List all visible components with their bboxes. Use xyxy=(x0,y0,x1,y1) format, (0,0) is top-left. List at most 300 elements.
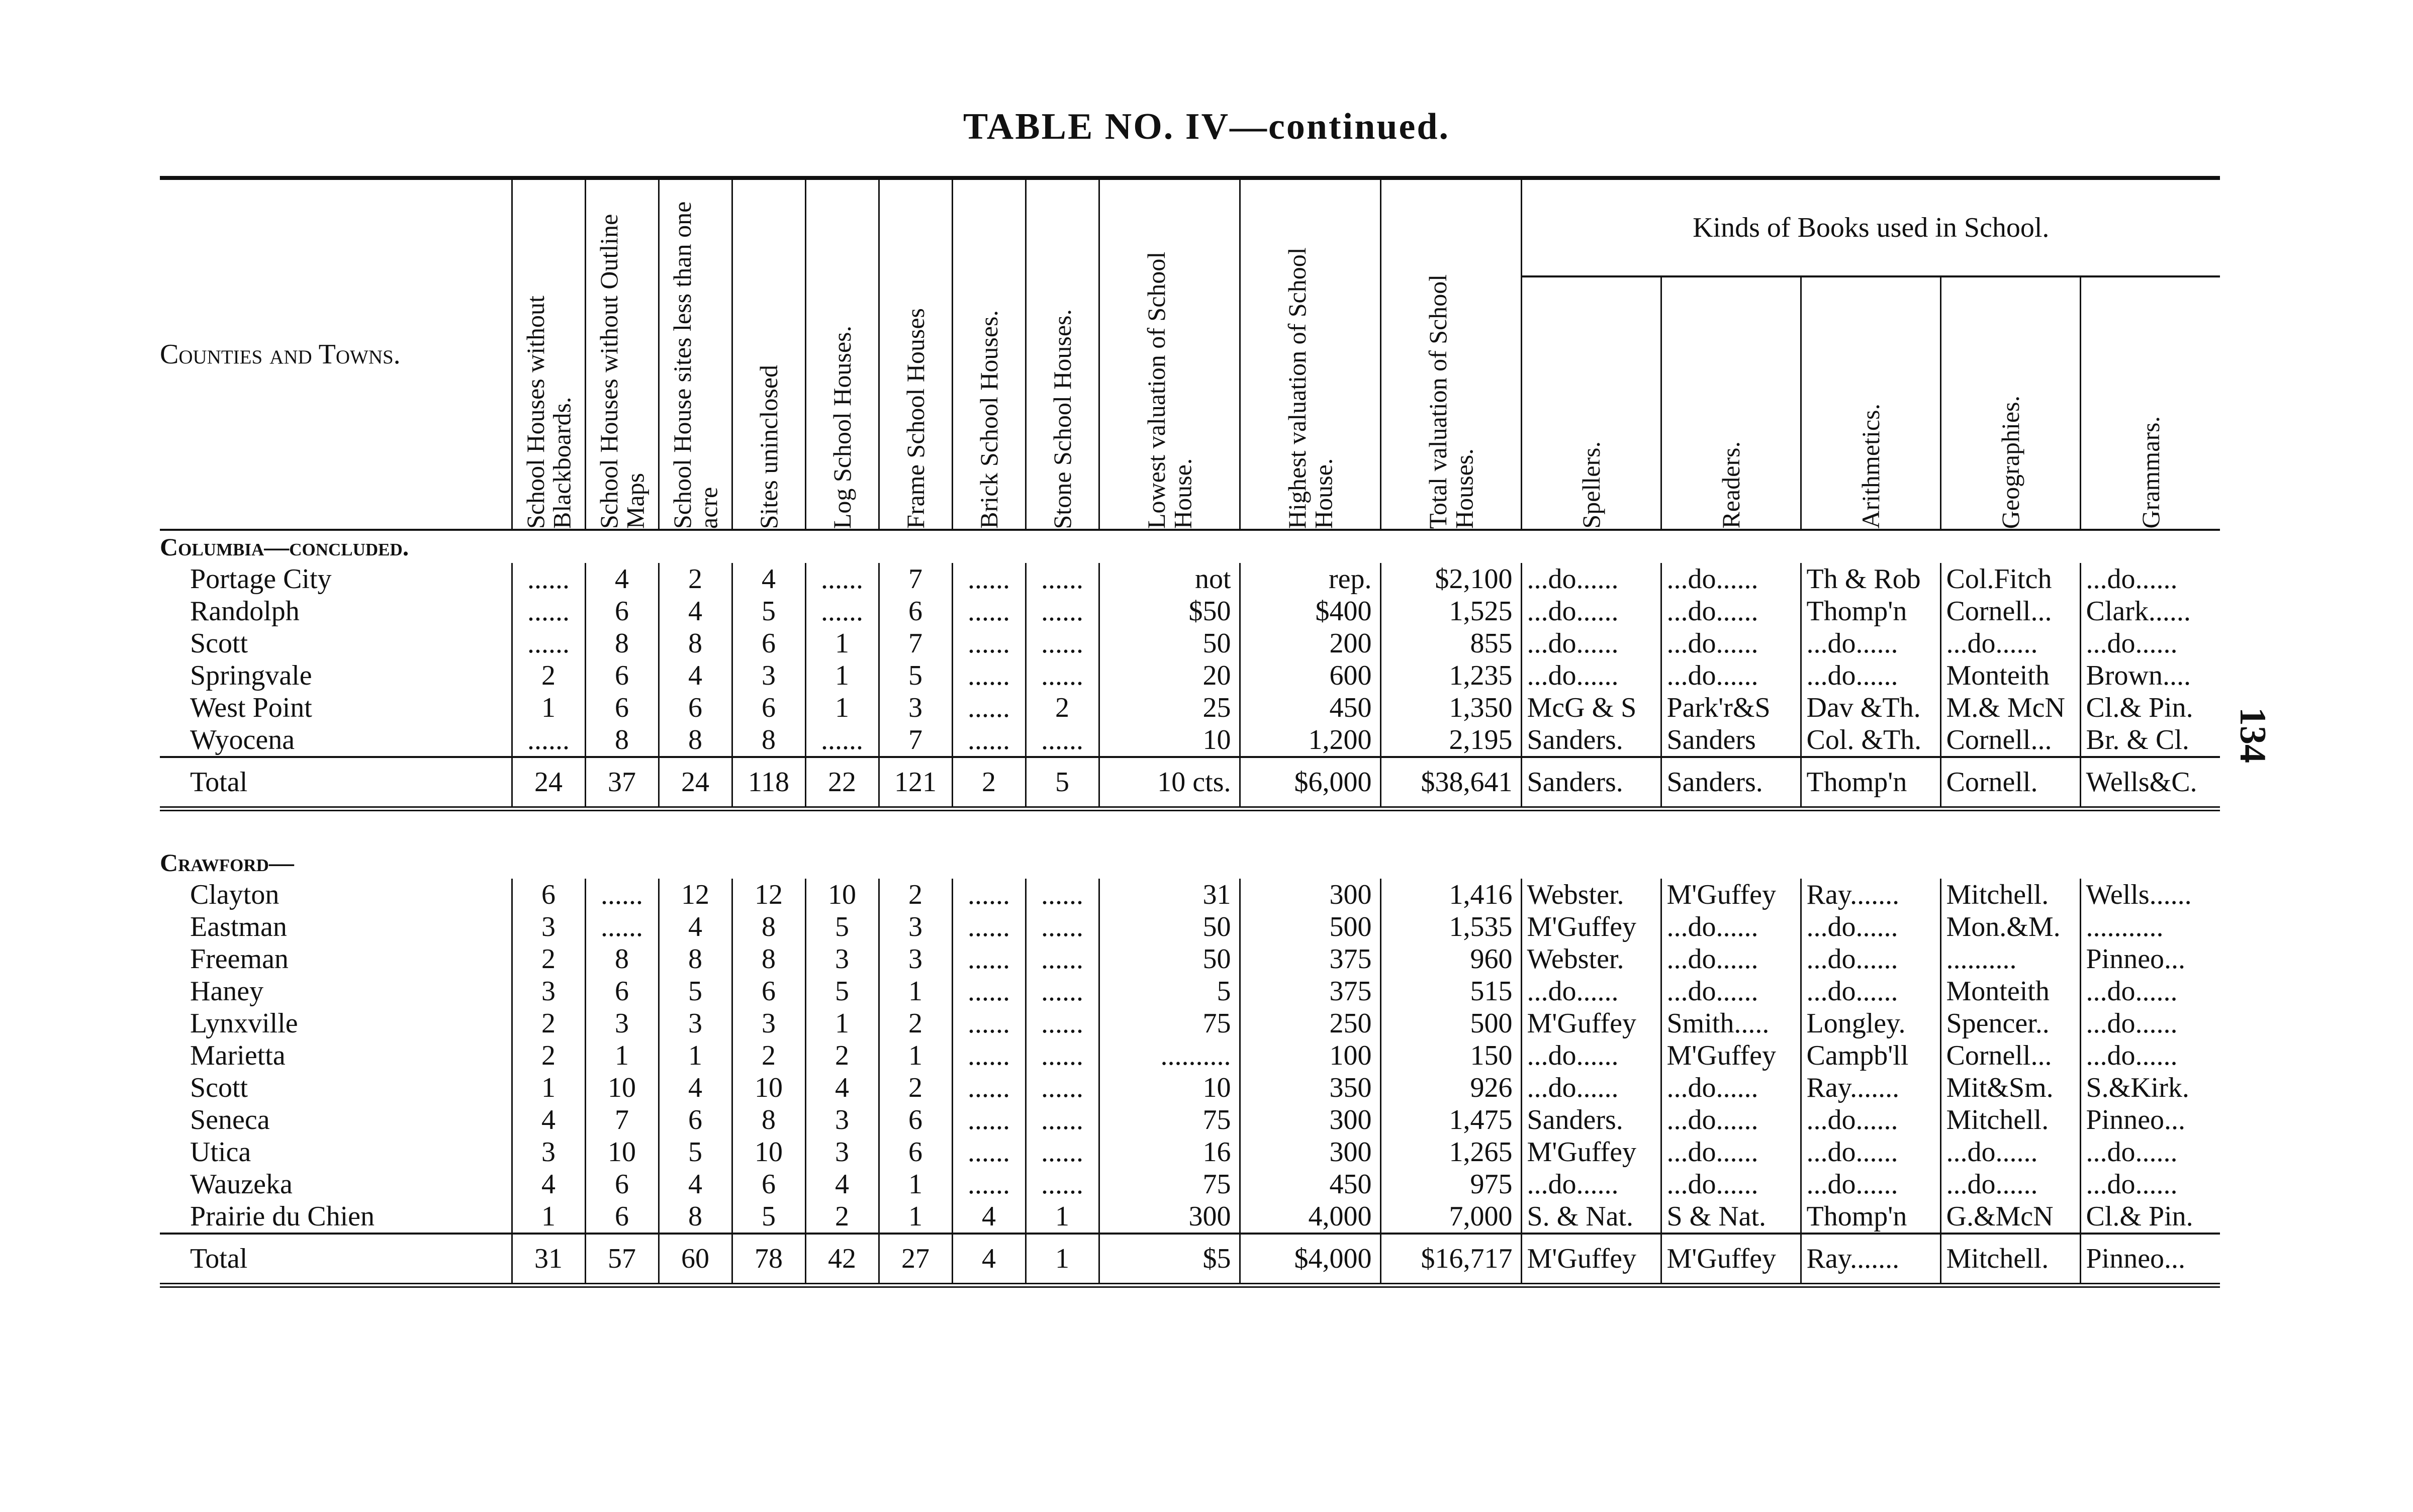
book-cell: Cl.& Pin. xyxy=(2080,1200,2220,1234)
value-cell: ...... xyxy=(1026,1136,1099,1168)
value-cell: ...... xyxy=(952,627,1026,659)
book-cell: ...do...... xyxy=(1801,911,1940,943)
value-cell: 6 xyxy=(512,879,585,911)
value-cell: ...... xyxy=(1026,879,1099,911)
value-cell: 4 xyxy=(659,595,732,627)
book-cell: Monteith xyxy=(1940,659,2080,692)
book-cell: ...do...... xyxy=(1940,1168,2080,1200)
value-cell: 8 xyxy=(659,724,732,757)
book-cell: M'Guffey xyxy=(1661,879,1801,911)
column-header: School House sites less than one acre xyxy=(659,178,732,530)
value-cell: 118 xyxy=(732,757,805,809)
book-cell: Ray....... xyxy=(1801,879,1940,911)
value-cell: 3 xyxy=(659,1007,732,1040)
value-cell: 3 xyxy=(805,943,879,975)
book-cell: Thomp'n xyxy=(1801,1200,1940,1234)
town-name: Lynxville xyxy=(190,1008,298,1039)
value-cell: 1 xyxy=(805,659,879,692)
value-cell: ...... xyxy=(952,975,1026,1007)
value-cell: ...... xyxy=(1026,595,1099,627)
column-header: Brick School Houses. xyxy=(952,178,1026,530)
value-cell: $6,000 xyxy=(1240,757,1380,809)
book-cell: ...do...... xyxy=(1661,563,1801,595)
value-cell: 1 xyxy=(1026,1234,1099,1285)
book-cell: Campb'll xyxy=(1801,1040,1940,1072)
value-cell: 200 xyxy=(1240,627,1380,659)
value-cell: 1,235 xyxy=(1380,659,1521,692)
book-cell: S. & Nat. xyxy=(1521,1200,1661,1234)
value-cell: 42 xyxy=(805,1234,879,1285)
book-cell: M.& McN xyxy=(1940,692,2080,724)
book-cell: Cornell... xyxy=(1940,1040,2080,1072)
value-cell: 926 xyxy=(1380,1072,1521,1104)
value-cell: 600 xyxy=(1240,659,1380,692)
book-cell: Longley. xyxy=(1801,1007,1940,1040)
counties-towns-header: Counties and Towns. xyxy=(160,178,512,530)
book-cell: Mitchell. xyxy=(1940,879,2080,911)
value-cell: 5 xyxy=(659,975,732,1007)
value-cell: 1,350 xyxy=(1380,692,1521,724)
value-cell: 350 xyxy=(1240,1072,1380,1104)
value-cell: 5 xyxy=(805,911,879,943)
value-cell: 8 xyxy=(732,943,805,975)
value-cell: 4 xyxy=(952,1200,1026,1234)
value-cell: ...... xyxy=(805,595,879,627)
value-cell: 12 xyxy=(732,879,805,911)
book-cell: Th & Rob xyxy=(1801,563,1940,595)
book-cell: S.&Kirk. xyxy=(2080,1072,2220,1104)
value-cell: $2,100 xyxy=(1380,563,1521,595)
book-cell: Spencer.. xyxy=(1940,1007,2080,1040)
book-cell: Sanders. xyxy=(1521,757,1661,809)
value-cell: 1,265 xyxy=(1380,1136,1521,1168)
book-cell: ........... xyxy=(2080,911,2220,943)
book-cell: M'Guffey xyxy=(1521,911,1661,943)
value-cell: ...... xyxy=(952,692,1026,724)
value-cell: 4 xyxy=(805,1168,879,1200)
book-cell: Dav &Th. xyxy=(1801,692,1940,724)
value-cell: 6 xyxy=(585,1200,659,1234)
value-cell: 1 xyxy=(805,627,879,659)
value-cell: 78 xyxy=(732,1234,805,1285)
book-cell: ...do...... xyxy=(1521,975,1661,1007)
table-row xyxy=(160,975,2220,1007)
section-label-row xyxy=(160,530,2220,563)
value-cell: ...... xyxy=(1026,943,1099,975)
book-cell: ...do...... xyxy=(1801,975,1940,1007)
value-cell: 250 xyxy=(1240,1007,1380,1040)
value-cell: 4 xyxy=(585,563,659,595)
value-cell: ...... xyxy=(952,724,1026,757)
column-header: Grammars. xyxy=(2080,276,2220,530)
table-row xyxy=(160,1104,2220,1136)
value-cell: 2 xyxy=(512,1040,585,1072)
value-cell: 300 xyxy=(1240,1136,1380,1168)
book-cell: Ray....... xyxy=(1801,1234,1940,1285)
book-cell: ...do...... xyxy=(1521,659,1661,692)
value-cell: 3 xyxy=(585,1007,659,1040)
value-cell: 6 xyxy=(879,595,952,627)
value-cell: 3 xyxy=(879,692,952,724)
book-cell: Sanders. xyxy=(1521,1104,1661,1136)
value-cell: 10 xyxy=(1099,1072,1240,1104)
book-cell: Cl.& Pin. xyxy=(2080,692,2220,724)
book-cell: ...do...... xyxy=(2080,1040,2220,1072)
book-cell: ...do...... xyxy=(1661,1168,1801,1200)
column-header: Arithmetics. xyxy=(1801,276,1940,530)
book-cell: ...do...... xyxy=(1521,627,1661,659)
value-cell: 1 xyxy=(512,1072,585,1104)
value-cell: ...... xyxy=(952,1040,1026,1072)
value-cell: 10 cts. xyxy=(1099,757,1240,809)
value-cell: 6 xyxy=(732,975,805,1007)
value-cell: 25 xyxy=(1099,692,1240,724)
value-cell: 515 xyxy=(1380,975,1521,1007)
value-cell: 6 xyxy=(879,1136,952,1168)
value-cell: not xyxy=(1099,563,1240,595)
value-cell: 10 xyxy=(585,1072,659,1104)
value-cell: 50 xyxy=(1099,911,1240,943)
value-cell: 1,475 xyxy=(1380,1104,1521,1136)
value-cell: 6 xyxy=(659,692,732,724)
value-cell: 855 xyxy=(1380,627,1521,659)
value-cell: ...... xyxy=(952,1136,1026,1168)
town-name: Eastman xyxy=(190,911,287,942)
book-cell: Brown.... xyxy=(2080,659,2220,692)
value-cell: 1,416 xyxy=(1380,879,1521,911)
value-cell: ...... xyxy=(1026,1168,1099,1200)
value-cell: 7,000 xyxy=(1380,1200,1521,1234)
value-cell: ...... xyxy=(585,911,659,943)
value-cell: 8 xyxy=(659,1200,732,1234)
value-cell: 6 xyxy=(879,1104,952,1136)
value-cell: 10 xyxy=(732,1072,805,1104)
value-cell: ...... xyxy=(512,627,585,659)
value-cell: 16 xyxy=(1099,1136,1240,1168)
value-cell: 4 xyxy=(805,1072,879,1104)
book-cell: ...do...... xyxy=(1521,563,1661,595)
value-cell: ...... xyxy=(952,1007,1026,1040)
book-cell: ...do...... xyxy=(2080,975,2220,1007)
column-header: School Houses without Outline Maps xyxy=(585,178,659,530)
value-cell: 75 xyxy=(1099,1104,1240,1136)
value-cell: 6 xyxy=(585,659,659,692)
book-cell: ...do...... xyxy=(1661,659,1801,692)
value-cell: 150 xyxy=(1380,1040,1521,1072)
town-name: Utica xyxy=(190,1137,251,1168)
book-cell: Webster. xyxy=(1521,943,1661,975)
book-cell: Sanders. xyxy=(1521,724,1661,757)
value-cell: 5 xyxy=(805,975,879,1007)
table-row xyxy=(160,659,2220,692)
book-cell: ...do...... xyxy=(1661,1072,1801,1104)
book-cell: ...do...... xyxy=(2080,1168,2220,1200)
value-cell: 31 xyxy=(512,1234,585,1285)
table-body xyxy=(160,530,2220,1285)
value-cell: 24 xyxy=(512,757,585,809)
value-cell: ...... xyxy=(512,563,585,595)
table-row xyxy=(160,943,2220,975)
town-name: Total xyxy=(160,757,512,809)
value-cell: 3 xyxy=(879,943,952,975)
value-cell: 8 xyxy=(732,724,805,757)
value-cell: 8 xyxy=(585,943,659,975)
column-header: Frame School Houses xyxy=(879,178,952,530)
value-cell: 5 xyxy=(732,1200,805,1234)
value-cell: 31 xyxy=(1099,879,1240,911)
book-cell: M'Guffey xyxy=(1521,1234,1661,1285)
value-cell: 1 xyxy=(1026,1200,1099,1234)
value-cell: 2 xyxy=(879,1072,952,1104)
table-row xyxy=(160,911,2220,943)
value-cell: 2 xyxy=(732,1040,805,1072)
book-cell: ...do...... xyxy=(1661,1104,1801,1136)
double-rule xyxy=(160,809,2220,846)
value-cell: ...... xyxy=(952,1168,1026,1200)
value-cell: 1,525 xyxy=(1380,595,1521,627)
value-cell: 22 xyxy=(805,757,879,809)
value-cell: 4 xyxy=(732,563,805,595)
value-cell: 500 xyxy=(1240,911,1380,943)
book-cell: ...do...... xyxy=(1801,1104,1940,1136)
value-cell: rep. xyxy=(1240,563,1380,595)
value-cell: 12 xyxy=(659,879,732,911)
value-cell: 6 xyxy=(585,692,659,724)
book-cell: Ray....... xyxy=(1801,1072,1940,1104)
value-cell: 7 xyxy=(879,563,952,595)
book-cell: Smith..... xyxy=(1661,1007,1801,1040)
book-cell: Sanders. xyxy=(1661,757,1801,809)
column-header: Stone School Houses. xyxy=(1026,178,1099,530)
value-cell: 500 xyxy=(1380,1007,1521,1040)
value-cell: 2 xyxy=(512,1007,585,1040)
book-cell: Webster. xyxy=(1521,879,1661,911)
town-name: Scott xyxy=(190,628,248,659)
town-name: Clayton xyxy=(190,879,280,910)
book-cell: ...do...... xyxy=(2080,1007,2220,1040)
value-cell: 6 xyxy=(585,595,659,627)
value-cell: ...... xyxy=(1026,975,1099,1007)
value-cell: 6 xyxy=(732,1168,805,1200)
value-cell: 300 xyxy=(1240,879,1380,911)
value-cell: 7 xyxy=(585,1104,659,1136)
books-group-header: Kinds of Books used in School. xyxy=(1521,178,2220,276)
column-header: Log School Houses. xyxy=(805,178,879,530)
book-cell: .......... xyxy=(1940,943,2080,975)
table-row xyxy=(160,1200,2220,1234)
value-cell: 5 xyxy=(1099,975,1240,1007)
value-cell: 1,200 xyxy=(1240,724,1380,757)
table-row xyxy=(160,1040,2220,1072)
table-row xyxy=(160,692,2220,724)
book-cell: S & Nat. xyxy=(1661,1200,1801,1234)
book-cell: Col. &Th. xyxy=(1801,724,1940,757)
value-cell: 6 xyxy=(659,1104,732,1136)
book-cell: ...do...... xyxy=(1940,627,2080,659)
value-cell: ...... xyxy=(512,724,585,757)
table-row xyxy=(160,563,2220,595)
value-cell: ...... xyxy=(1026,1007,1099,1040)
value-cell: 10 xyxy=(585,1136,659,1168)
value-cell: 1 xyxy=(805,1007,879,1040)
value-cell: 75 xyxy=(1099,1007,1240,1040)
value-cell: 4 xyxy=(512,1104,585,1136)
value-cell: .......... xyxy=(1099,1040,1240,1072)
value-cell: ...... xyxy=(805,563,879,595)
book-cell: ...do...... xyxy=(1521,1040,1661,1072)
book-cell: ...do...... xyxy=(1661,1136,1801,1168)
value-cell: ...... xyxy=(1026,1040,1099,1072)
book-cell: ...do...... xyxy=(1661,943,1801,975)
town-name: Seneca xyxy=(190,1104,270,1136)
value-cell: ...... xyxy=(1026,627,1099,659)
value-cell: 121 xyxy=(879,757,952,809)
value-cell: 1 xyxy=(879,1168,952,1200)
value-cell: 10 xyxy=(1099,724,1240,757)
value-cell: $16,717 xyxy=(1380,1234,1521,1285)
value-cell: 37 xyxy=(585,757,659,809)
value-cell: ...... xyxy=(1026,1104,1099,1136)
book-cell: Mitchell. xyxy=(1940,1234,2080,1285)
page-number: 134 xyxy=(2232,707,2273,763)
county-label: Columbia—concluded. xyxy=(160,533,409,561)
book-cell: Wells...... xyxy=(2080,879,2220,911)
column-header: Sites uninclosed xyxy=(732,178,805,530)
value-cell: 6 xyxy=(732,627,805,659)
value-cell: 4 xyxy=(659,911,732,943)
value-cell: 1 xyxy=(585,1040,659,1072)
book-cell: Cornell. xyxy=(1940,757,2080,809)
town-name: Prairie du Chien xyxy=(190,1201,375,1232)
value-cell: 7 xyxy=(879,724,952,757)
table-row xyxy=(160,724,2220,757)
total-row xyxy=(160,1234,2220,1285)
value-cell: 8 xyxy=(659,943,732,975)
value-cell: 60 xyxy=(659,1234,732,1285)
value-cell: 8 xyxy=(585,627,659,659)
value-cell: 5 xyxy=(879,659,952,692)
town-name: Total xyxy=(160,1234,512,1285)
value-cell: 2 xyxy=(512,943,585,975)
book-cell: ...do...... xyxy=(1661,911,1801,943)
page-title: TABLE NO. IV—continued. xyxy=(963,106,1450,147)
column-header: Lowest valuation of School House. xyxy=(1099,178,1240,530)
value-cell: 50 xyxy=(1099,943,1240,975)
value-cell: 8 xyxy=(732,911,805,943)
book-cell: Thomp'n xyxy=(1801,595,1940,627)
book-cell: Cornell... xyxy=(1940,595,2080,627)
value-cell: 6 xyxy=(585,1168,659,1200)
book-cell: Park'r&S xyxy=(1661,692,1801,724)
value-cell: 1,535 xyxy=(1380,911,1521,943)
value-cell: 375 xyxy=(1240,975,1380,1007)
value-cell: 3 xyxy=(879,911,952,943)
value-cell: ...... xyxy=(512,595,585,627)
value-cell: 57 xyxy=(585,1234,659,1285)
value-cell: ...... xyxy=(952,595,1026,627)
value-cell: 2 xyxy=(952,757,1026,809)
book-cell: Clark...... xyxy=(2080,595,2220,627)
value-cell: 3 xyxy=(805,1136,879,1168)
value-cell: 4 xyxy=(659,659,732,692)
value-cell: 975 xyxy=(1380,1168,1521,1200)
value-cell: ...... xyxy=(1026,563,1099,595)
book-cell: ...do...... xyxy=(1521,1168,1661,1200)
section-separator xyxy=(160,809,2220,846)
value-cell: $4,000 xyxy=(1240,1234,1380,1285)
book-cell: ...do...... xyxy=(1661,595,1801,627)
column-header: Highest valuation of School House. xyxy=(1240,178,1380,530)
value-cell: 1 xyxy=(659,1040,732,1072)
book-cell: Cornell... xyxy=(1940,724,2080,757)
value-cell: 4 xyxy=(659,1072,732,1104)
book-cell: ...do...... xyxy=(1801,627,1940,659)
value-cell: 10 xyxy=(805,879,879,911)
town-name: Randolph xyxy=(190,596,300,627)
value-cell: 2 xyxy=(805,1040,879,1072)
value-cell: 27 xyxy=(879,1234,952,1285)
book-cell: ...do...... xyxy=(1940,1136,2080,1168)
book-cell: G.&McN xyxy=(1940,1200,2080,1234)
value-cell: 2 xyxy=(805,1200,879,1234)
book-cell: Pinneo... xyxy=(2080,943,2220,975)
value-cell: 1 xyxy=(512,1200,585,1234)
town-name: Wyocena xyxy=(190,724,295,755)
table-row xyxy=(160,879,2220,911)
book-cell: ...do...... xyxy=(1521,595,1661,627)
book-cell: ...do...... xyxy=(2080,563,2220,595)
book-cell: Br. & Cl. xyxy=(2080,724,2220,757)
book-cell: ...do...... xyxy=(1801,1136,1940,1168)
value-cell: 2 xyxy=(512,659,585,692)
value-cell: 2 xyxy=(879,1007,952,1040)
value-cell: $400 xyxy=(1240,595,1380,627)
value-cell: 20 xyxy=(1099,659,1240,692)
value-cell: 6 xyxy=(585,975,659,1007)
value-cell: 1 xyxy=(879,1040,952,1072)
town-name: Springvale xyxy=(190,660,312,691)
county-label: Crawford— xyxy=(160,848,294,877)
value-cell: 1 xyxy=(879,975,952,1007)
value-cell: ...... xyxy=(1026,724,1099,757)
school-houses-table xyxy=(160,176,2220,1288)
value-cell: ...... xyxy=(952,1072,1026,1104)
value-cell: 1 xyxy=(879,1200,952,1234)
value-cell: 960 xyxy=(1380,943,1521,975)
book-cell: ...do...... xyxy=(1521,1072,1661,1104)
value-cell: 4 xyxy=(512,1168,585,1200)
value-cell: $38,641 xyxy=(1380,757,1521,809)
total-row xyxy=(160,757,2220,809)
book-cell: ...do...... xyxy=(2080,1136,2220,1168)
book-cell: Sanders xyxy=(1661,724,1801,757)
value-cell: ...... xyxy=(1026,659,1099,692)
book-cell: ...do...... xyxy=(1661,627,1801,659)
column-header: Total valuation of School Houses. xyxy=(1380,178,1521,530)
column-header: Spellers. xyxy=(1521,276,1661,530)
table-row xyxy=(160,1168,2220,1200)
town-name: West Point xyxy=(190,692,312,723)
value-cell: 5 xyxy=(659,1136,732,1168)
value-cell: 100 xyxy=(1240,1040,1380,1072)
value-cell: 2 xyxy=(659,563,732,595)
value-cell: 1 xyxy=(512,692,585,724)
book-cell: M'Guffey xyxy=(1521,1136,1661,1168)
value-cell: 375 xyxy=(1240,943,1380,975)
value-cell: 4 xyxy=(659,1168,732,1200)
value-cell: 6 xyxy=(732,692,805,724)
value-cell: 24 xyxy=(659,757,732,809)
